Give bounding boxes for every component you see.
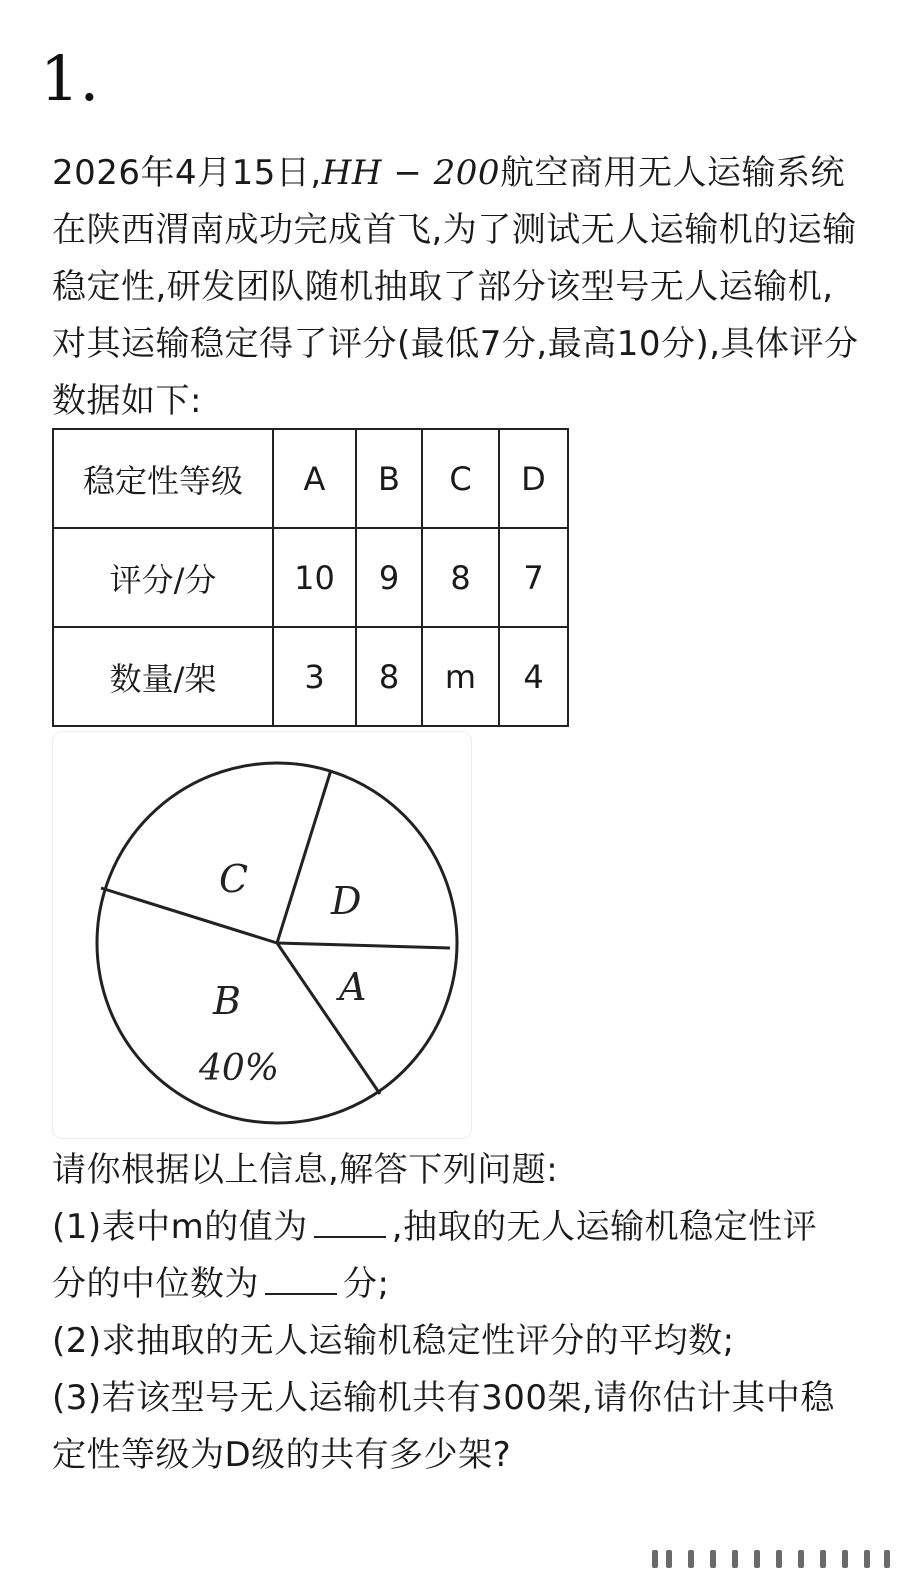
pie-divider-d-a [277, 943, 450, 948]
questions-prompt: 请你根据以上信息,解答下列问题: [52, 1150, 559, 1190]
pie-chart-figure [52, 731, 472, 1139]
pie-label-c: C [219, 857, 249, 901]
table-cell: 8 [422, 528, 499, 627]
scroll-tick [732, 1550, 738, 1568]
question-1-text-c: 分的中位数为 [52, 1264, 259, 1304]
scroll-tick [798, 1550, 804, 1568]
table-cell: B [356, 429, 422, 528]
pie-label-b-percent: 40% [199, 1048, 280, 1089]
scroll-tick [820, 1550, 826, 1568]
question-1-text-d: 分; [343, 1264, 390, 1304]
table-cell: C [422, 429, 499, 528]
intro-text-2: 航空商用无人运输系统在陕西渭南成功完成首飞,为了测试无人运输机的运输稳定性,研发团队随机抽取了部分该型号无人运输机,对其运输稳定得了评分(最低7分,最高10分),具体评分数据如下: [52, 153, 859, 421]
question-1-text-b: ,抽取的无人运输机稳定性评 [391, 1207, 818, 1247]
question-1-line-2 [52, 1256, 862, 1313]
question-1-line-1 [52, 1199, 862, 1256]
table-cell: 8 [356, 627, 422, 726]
pie-label-a: A [339, 965, 367, 1009]
table-row [53, 627, 568, 726]
question-number: 1. [40, 42, 100, 115]
scroll-tick [710, 1550, 716, 1568]
table-cell: 9 [356, 528, 422, 627]
table-cell: 3 [273, 627, 356, 726]
pie-label-d: D [331, 879, 362, 923]
scroll-tick [666, 1550, 672, 1568]
question-1-text-a: (1)表中m的值为 [52, 1207, 308, 1247]
pie-divider-c-d [277, 770, 331, 943]
table-cell: A [273, 429, 356, 528]
scroll-tick [864, 1550, 870, 1568]
scroll-tick [688, 1550, 694, 1568]
table-cell: 稳定性等级 [53, 429, 273, 528]
question-3-line-2: 定性等级为D级的共有多少架? [52, 1435, 512, 1475]
table-cell: 10 [273, 528, 356, 627]
table-cell: 7 [499, 528, 568, 627]
rating-table [52, 428, 569, 727]
intro-text-1: 2026年4月15日, [52, 153, 322, 193]
table-row [53, 528, 568, 627]
table-cell: m [422, 627, 499, 726]
table-cell: 4 [499, 627, 568, 726]
answer-blank-median [265, 1263, 337, 1295]
table-cell: 评分/分 [53, 528, 273, 627]
questions [52, 1142, 862, 1484]
answer-blank-m [314, 1206, 386, 1238]
scroll-tick [754, 1550, 760, 1568]
page-scrollbar[interactable] [652, 1548, 892, 1570]
pie-divider-b-c [101, 888, 277, 943]
question-intro [52, 145, 862, 430]
question-3-line-1: (3)若该型号无人运输机共有300架,请你估计其中稳 [52, 1378, 835, 1418]
scroll-tick [884, 1550, 890, 1568]
table-cell: 数量/架 [53, 627, 273, 726]
scroll-tick [652, 1550, 658, 1568]
pie-chart [53, 732, 471, 1138]
pie-label-b: B [213, 979, 241, 1023]
intro-math: HH − 200 [321, 153, 501, 193]
scroll-tick [776, 1550, 782, 1568]
table-cell: D [499, 429, 568, 528]
question-2: (2)求抽取的无人运输机稳定性评分的平均数; [52, 1321, 735, 1361]
table-row [53, 429, 568, 528]
scroll-tick [842, 1550, 848, 1568]
